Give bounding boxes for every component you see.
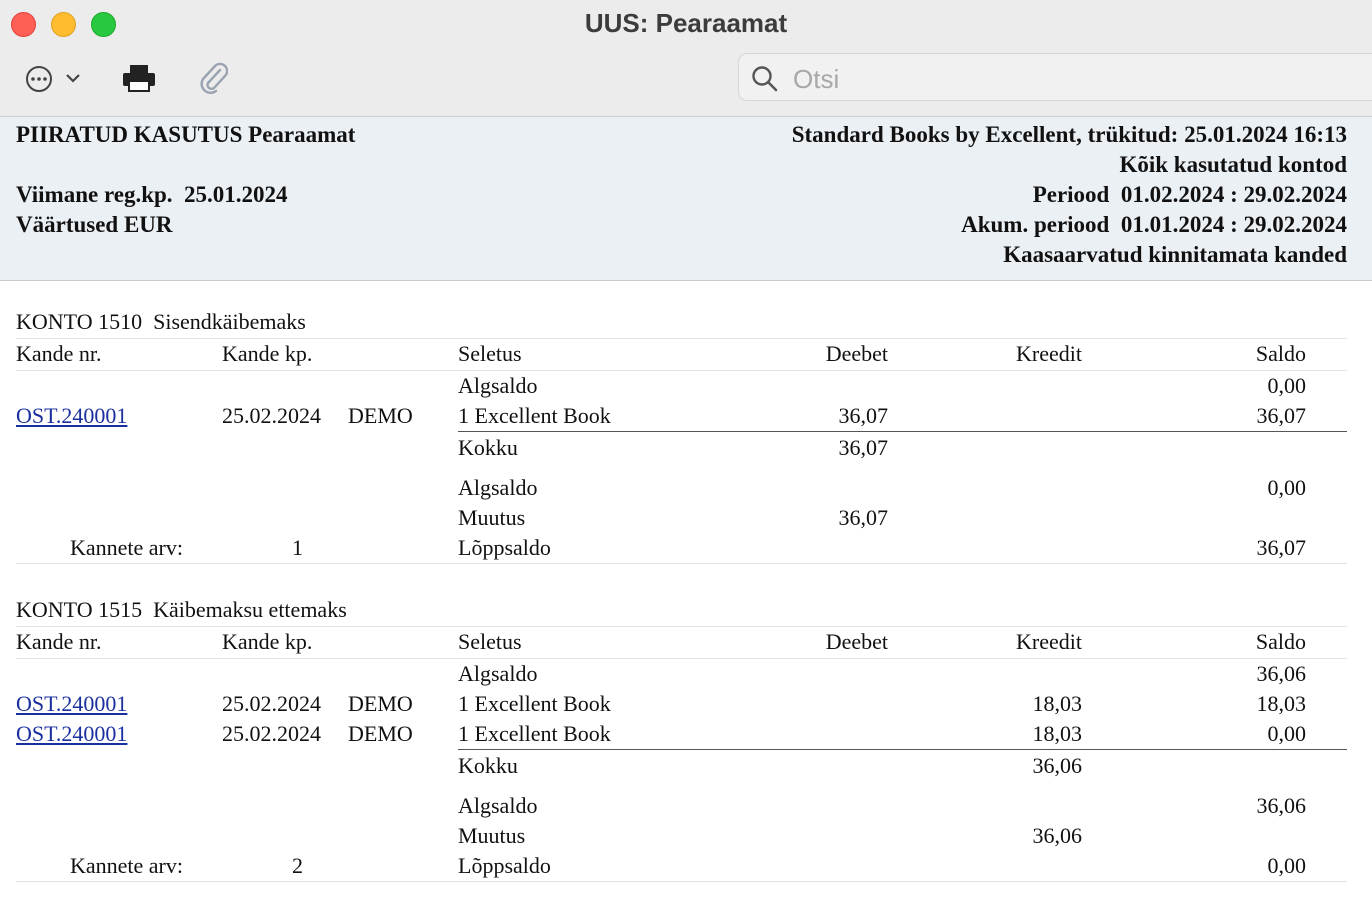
divider (16, 370, 1347, 371)
period: Periood 01.02.2024 : 29.02.2024 (1032, 182, 1347, 207)
col-credit: Kreedit (1016, 341, 1082, 366)
window-title: UUS: Pearaamat (584, 8, 788, 38)
entry-link[interactable]: OST.240001 (16, 403, 128, 428)
total-label: Kokku (458, 753, 518, 778)
col-entry-date: Kande kp. (222, 629, 313, 654)
opening-label: Algsaldo (458, 661, 538, 686)
total-underline (458, 431, 1347, 432)
col-entry-no: Kande nr. (16, 341, 102, 366)
more-actions-button[interactable] (24, 64, 84, 94)
summary-opening-balance: 0,00 (1267, 475, 1306, 500)
accumulated-period: Akum. periood 01.01.2024 : 29.02.2024 (961, 212, 1347, 237)
col-debit: Deebet (825, 629, 888, 654)
accounts-filter: Kõik kasutatud kontod (1119, 152, 1347, 177)
entry-count: 2 (292, 853, 303, 878)
opening-balance: 0,00 (1267, 373, 1306, 398)
printed-info: Standard Books by Excellent, trükitud: 25.01.2024 16:13 (791, 122, 1347, 147)
search-icon (751, 65, 779, 93)
total-credit: 36,06 (1032, 753, 1082, 778)
change-credit: 36,06 (1032, 823, 1082, 848)
entry-credit: 18,03 (1032, 691, 1082, 716)
col-entry-no: Kande nr. (16, 629, 102, 654)
total-label: Kokku (458, 435, 518, 460)
entry-credit: 18,03 (1032, 721, 1082, 746)
divider (16, 658, 1347, 659)
col-credit: Kreedit (1016, 629, 1082, 654)
last-registration: Viimane reg.kp. 25.01.2024 (16, 182, 288, 207)
divider (16, 563, 1347, 564)
col-entry-date: Kande kp. (222, 341, 313, 366)
entry-count-label: Kannete arv: (70, 853, 183, 878)
entry-code: DEMO (348, 691, 413, 716)
entry-description: 1 Excellent Book (458, 691, 611, 716)
col-balance: Saldo (1255, 629, 1306, 654)
change-label: Muutus (458, 505, 526, 530)
summary-opening-balance: 36,06 (1256, 793, 1306, 818)
col-description: Seletus (458, 341, 522, 366)
col-debit: Deebet (825, 341, 888, 366)
values-currency: Väärtused EUR (16, 212, 173, 237)
entry-link[interactable]: OST.240001 (16, 691, 128, 716)
divider (16, 881, 1347, 882)
entry-balance: 36,07 (1256, 403, 1306, 428)
entry-balance: 0,00 (1267, 721, 1306, 746)
change-label: Muutus (458, 823, 526, 848)
entry-date: 25.02.2024 (222, 403, 321, 428)
report-header (0, 117, 1372, 281)
search-placeholder: Otsi (793, 64, 840, 94)
divider (16, 338, 1347, 339)
account-title: KONTO 1510 Sisendkäibemaks (16, 309, 306, 334)
entry-count: 1 (292, 535, 303, 560)
report-title: PIIRATUD KASUTUS Pearaamat (16, 122, 356, 147)
col-description: Seletus (458, 629, 522, 654)
entry-link[interactable]: OST.240001 (16, 721, 128, 746)
total-underline (458, 749, 1347, 750)
closing-label: Lõppsaldo (458, 535, 551, 560)
entry-code: DEMO (348, 403, 413, 428)
divider (16, 626, 1347, 627)
closing-balance: 0,00 (1267, 853, 1306, 878)
opening-label: Algsaldo (458, 373, 538, 398)
entry-count-label: Kannete arv: (70, 535, 183, 560)
opening-balance: 36,06 (1256, 661, 1306, 686)
entry-date: 25.02.2024 (222, 691, 321, 716)
attach-button[interactable] (198, 62, 228, 94)
closing-balance: 36,07 (1256, 535, 1306, 560)
entry-date: 25.02.2024 (222, 721, 321, 746)
paperclip-icon (198, 62, 228, 94)
entry-description: 1 Excellent Book (458, 403, 611, 428)
included-entries: Kaasaarvatud kinnitamata kanded (1003, 242, 1347, 267)
change-debit: 36,07 (838, 505, 888, 530)
entry-balance: 18,03 (1256, 691, 1306, 716)
closing-label: Lõppsaldo (458, 853, 551, 878)
summary-opening-label: Algsaldo (458, 475, 538, 500)
more-icon (24, 64, 84, 94)
title-bar (0, 0, 1372, 117)
entry-code: DEMO (348, 721, 413, 746)
entry-description: 1 Excellent Book (458, 721, 611, 746)
col-balance: Saldo (1255, 341, 1306, 366)
total-debit: 36,07 (838, 435, 888, 460)
account-title: KONTO 1515 Käibemaksu ettemaks (16, 597, 347, 622)
entry-debit: 36,07 (838, 403, 888, 428)
search-field[interactable] (738, 53, 1372, 101)
printer-icon (122, 63, 156, 93)
summary-opening-label: Algsaldo (458, 793, 538, 818)
print-button[interactable] (122, 63, 156, 93)
